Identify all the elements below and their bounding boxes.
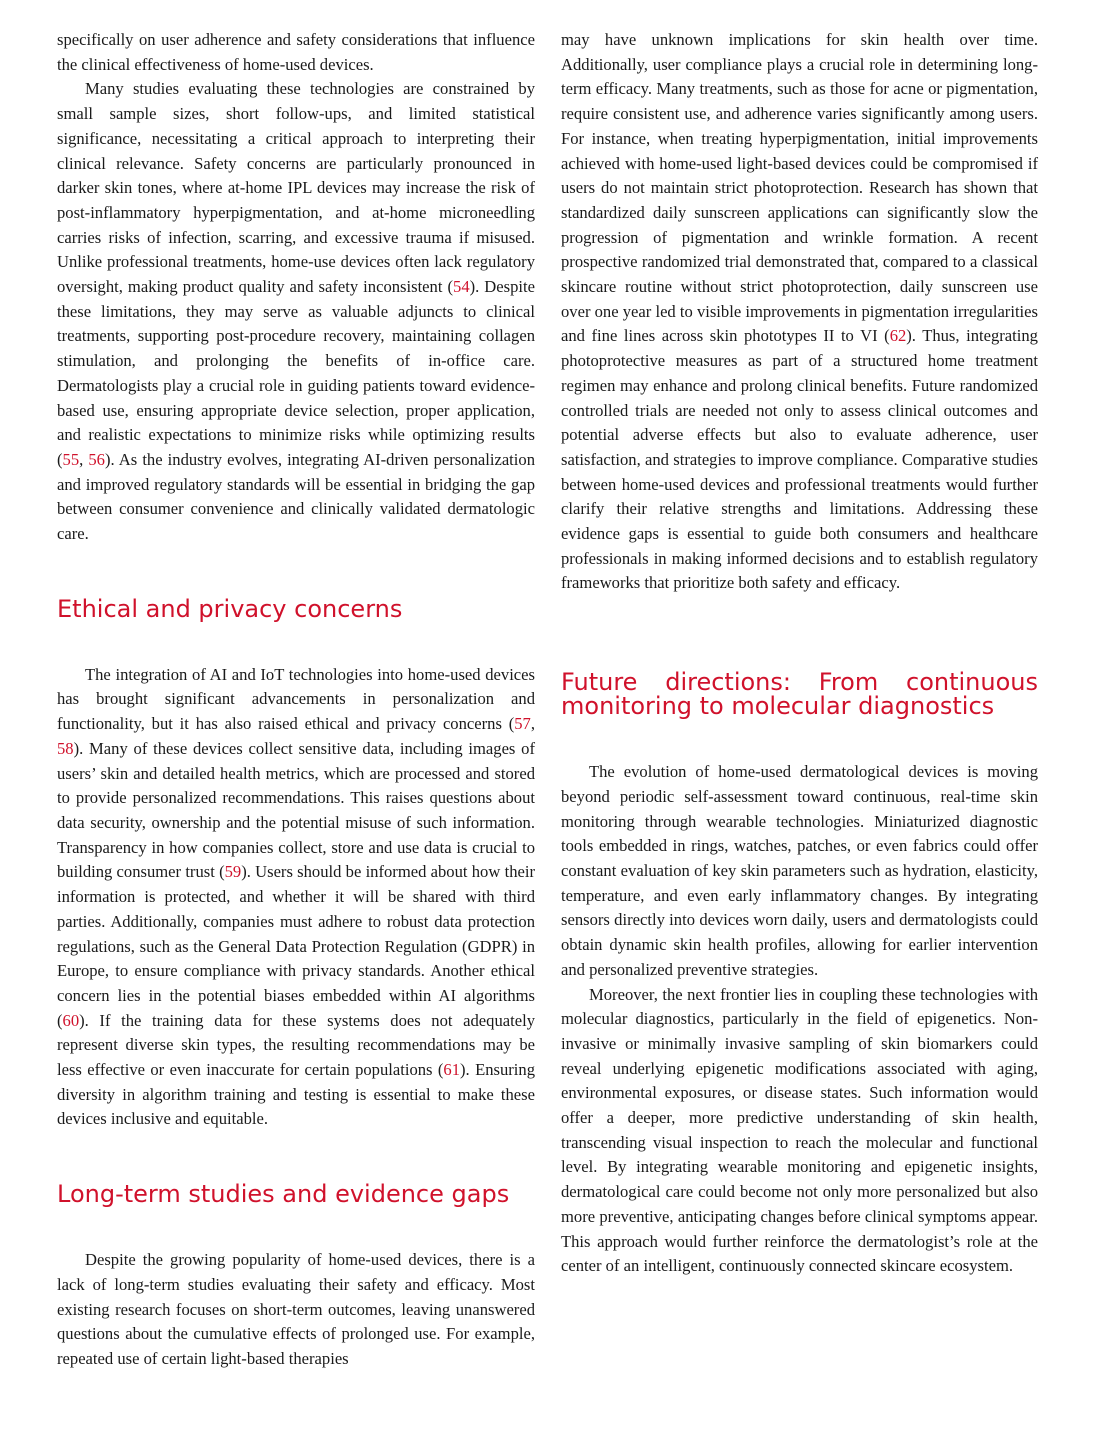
paragraph — [57, 1248, 535, 1372]
citation-link[interactable]: 58 — [57, 738, 74, 758]
paragraph — [561, 28, 1038, 596]
text: The evolution of home-used dermatological devices is moving beyond periodic self-assessment toward continuous, real-time skin monitoring through wearable technologies. Miniaturized diagnostic tools embedded in rings, watches, patches, or even fabrics could offer constant evaluation of key skin parameters such as hydration, elasticity, temperature, and even early inflammatory changes. By integrating sensors directly into devices worn daily, users and dermatologists could obtain dynamic skin health profiles, allowing for earlier intervention and personalized preventive strategies. — [561, 762, 1038, 979]
section-heading-longterm: Long-term studies and evidence gaps — [57, 1180, 510, 1209]
text: Despite the growing popularity of home-used devices, there is a lack of long-term studies evaluating their safety and efficacy. Most existing research focuses on short-term outcomes, leaving unanswered questions about the cumulative effects of prolonged use. For example, repeated use of certain light-based therapies — [57, 1250, 535, 1368]
text: The integration of AI and IoT technologies into home-used devices has brought significant advancements in personalization and functionality, but it has also raised ethical and privacy concerns ( — [57, 664, 535, 734]
paragraph — [57, 28, 535, 77]
paragraph: Many studies evaluating these technologies are constrained by small sample sizes, short follow-ups, and limited statistical significance, necessitating a critical approach to interpreting their clinical relevance. Safety concerns are particularly pronounced in darker skin tones, where at-home IPL devices may increase the risk of post-inflammatory hyperpigmentation, and at-home microneedling carries risks of infection, scarring, and excessive trauma if misused. Unlike professional treatments, home-use devices often lack regulatory oversight, making product quality and safety inconsistent (54). Despite these limitations, they may serve as valuable adjuncts to clinical treatments, supporting post-procedure recovery, maintaining collagen stimulation, and prolonging the benefits of in-office care. Dermatologists play a crucial role in guiding patients toward evidence-based use, ensuring appropriate device selection, proper application, and realistic expectations to minimize risks while optimizing results (55, 56). As the industry evolves, integrating AI-driven personalization and improved regulatory standards will be essential in bridging the gap between consumer convenience and clinically validated dermatologic care. — [57, 79, 535, 544]
left-column — [57, 28, 535, 1372]
right-column — [561, 28, 1038, 1279]
paragraph: The integration of AI and IoT technologies into home-used devices has brought significant advancements in personalization and functionality, but it has also raised ethical and privacy concerns (57, 58). Many of these devices collect sensitive data, including images of users’ skin and detailed health metrics, which are processed and stored to provide personalized recommendations. This raises questions about data security, ownership and the potential misuse of such information. Transparency in how companies collect, store and use data is crucial to building consumer trust (59). Users should be informed about how their information is protected, and whether it will be shared with third parties. Additionally, companies must adhere to robust data protection regulations, such as the General Data Protection Regulation (GDPR) in Europe, to ensure compliance with privacy standards. Another ethical concern lies in the potential biases embedded within AI algorithms (60). If the training data for these systems does not adequately represent diverse skin types, the resulting recommendations may be less effective or even inaccurate for certain populations (61). Ensuring diversity in algorithm training and testing is essential to make these devices inclusive and equitable. — [57, 664, 535, 1129]
citation-link[interactable]: 59 — [224, 862, 242, 882]
citation-link[interactable]: 61 — [443, 1060, 461, 1080]
citation-link[interactable]: 57 — [514, 714, 531, 734]
section-heading-future: Future directions: From continuous monitoring to molecular diagnostics — [561, 668, 1038, 721]
citation-link[interactable]: 62 — [889, 326, 907, 346]
text: ). As the industry evolves, integrating AI-driven personalization and improved regulatory standards will be essential in bridging the gap between consumer convenience and clinically validated dermatologic care. — [57, 449, 535, 544]
paragraph — [561, 760, 1038, 982]
text: ). Despite these limitations, they may serve as valuable adjuncts to clinical treatments, supporting post-procedure recovery, maintaining collagen stimulation, and prolonging the benefits of in-office care. Dermatologists play a crucial role in guiding patients toward evidence-based use, ensuring appropriate device selection, proper application, and realistic expectations to minimize risks while optimizing results ( — [57, 277, 535, 469]
text: may have unknown implications for skin health over time. Additionally, user compliance plays a crucial role in determining long-term efficacy. Many treatments, such as those for acne or pigmentation, require consistent use, and adherence varies significantly among users. For instance, when treating hyperpigmentation, initial improvements achieved with home-used light-based devices could be compromised if users do not maintain strict photoprotection. Research has shown that standardized daily sunscreen applications can significantly slow the progression of pigmentation and wrinkle formation. A recent prospective randomized trial demonstrated that, compared to a classical skincare routine without strict photoprotection, daily sunscreen use over one year led to visible improvements in pigmentation irregularities and fine lines across skin phototypes II to VI ( — [561, 30, 1038, 346]
text: ). Ensuring diversity in algorithm training and testing is essential to make these devices inclusive and equitable. — [57, 1060, 535, 1129]
text: ). Many of these devices collect sensitive data, including images of users’ skin and detailed health metrics, which are processed and stored to provide personalized recommendations. This raises questions about data security, ownership and the potential misuse of such information. Transparency in how companies collect, store and use data is crucial to building consumer trust ( — [57, 738, 535, 882]
citation-link[interactable]: 60 — [62, 1010, 80, 1030]
citation-link[interactable]: 56 — [88, 449, 105, 469]
section-heading-ethical: Ethical and privacy concerns — [57, 594, 403, 623]
paragraph — [561, 983, 1038, 1279]
text: ). Users should be informed about how their information is protected, and whether it will be shared with third parties. Additionally, companies must adhere to robust data protection regulations, such as the General Data Protection Regulation (GDPR) in Europe, to ensure compliance with privacy standards. Another ethical concern lies in the potential biases embedded within AI algorithms ( — [57, 862, 535, 1030]
text: Many studies evaluating these technologies are constrained by small sample sizes, short follow-ups, and limited statistical significance, necessitating a critical approach to interpreting their clinical relevance. Safety concerns are particularly pronounced in darker skin tones, where at-home IPL devices may increase the risk of post-inflammatory hyperpigmentation, and at-home microneedling carries risks of infection, scarring, and excessive trauma if misused. Unlike professional treatments, home-use devices often lack regulatory oversight, making product quality and safety inconsistent ( — [57, 79, 535, 297]
text: specifically on user adherence and safety considerations that influence the clinical effectiveness of home-used devices. — [57, 30, 535, 74]
citation-link[interactable]: 55 — [62, 449, 80, 469]
text: ). Thus, integrating photoprotective measures as part of a structured home treatment regimen may enhance and prolong clinical benefits. Future randomized controlled trials are needed not only to assess clinical outcomes and potential adverse effects but also to evaluate adherence, user satisfaction, and strategies to improve compliance. Comparative studies between home-used devices and professional treatments would further clarify their relative strengths and limitations. Addressing these evidence gaps is essential to guide both consumers and healthcare professionals in making informed decisions and to establish regulatory frameworks that prioritize both safety and efficacy. — [561, 326, 1038, 593]
citation-link[interactable]: 54 — [453, 277, 470, 297]
text: Moreover, the next frontier lies in coupling these technologies with molecular diagnostics, particularly in the field of epigenetics. Non-invasive or minimally invasive sampling of skin biomarkers could reveal underlying epigenetic modifications associated with aging, environmental exposures, or disease states. Such information would offer a deeper, more predictive understanding of skin health, transcending visual inspection to reach the molecular and functional level. By integrating wearable monitoring and epigenetic insights, dermatological care could become not only more personalized but also more preventive, anticipating changes before clinical symptoms appear. This approach would further reinforce the dermatologist’s role at the center of an intelligent, continuously connected skincare ecosystem. — [561, 984, 1038, 1276]
text: ). If the training data for these systems does not adequately represent diverse skin types, the resulting recommendations may be less effective or even inaccurate for certain populations ( — [57, 1010, 535, 1080]
